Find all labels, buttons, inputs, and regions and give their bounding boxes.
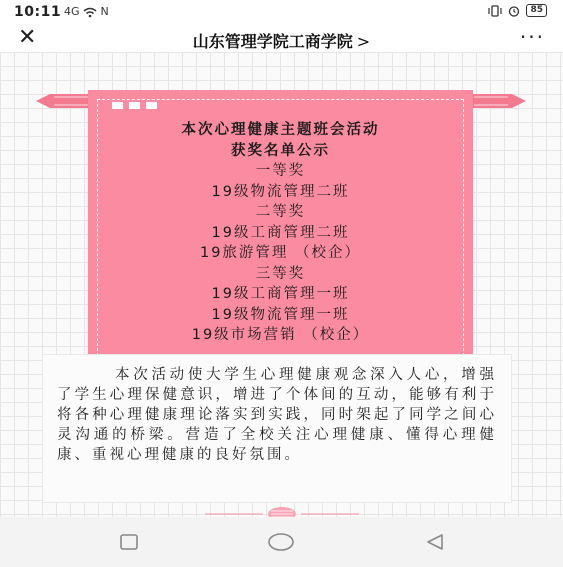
award-list [88,120,473,346]
prize-label: 二等奖 [255,204,306,220]
page-title-text: 山东管理学院工商学院 [192,32,353,51]
summary-paragraph: 本次活动使大学生心理健康观念深入人心，增强了学生心理保健意识，增进了个体间的互动，能够有利于将各种心理健康理论落实到实践，同时架起了同学之间心灵沟通的桥梁。营造了全校关注心理健康、懂得心理健康、重视心理健康的良好氛围。 [57,367,497,463]
system-nav-bar [0,517,563,567]
square-icon[interactable] [118,531,140,553]
signal-icon [64,5,109,18]
close-icon[interactable]: ✕ [18,25,37,50]
chevron-right-icon: > [356,32,371,51]
winner-item: 19级物流管理二班 [211,183,350,200]
status-time: 10:11 [14,4,62,20]
circle-icon[interactable] [266,531,296,553]
article-content [0,52,563,517]
card-subheading: 获奖名单公示 [231,142,330,159]
title-bar [0,26,563,52]
more-icon[interactable]: ··· [519,25,545,49]
prize-label: 一等奖 [255,163,306,179]
award-card [88,90,473,370]
page-title[interactable] [0,29,563,52]
wifi-icon [83,7,97,18]
paragraph-box [42,354,512,503]
triangle-back-icon[interactable] [424,531,446,553]
winner-item: 19级工商管理二班 [211,224,350,241]
prize-label: 三等奖 [255,265,306,282]
vibrate-icon [488,5,502,17]
winner-item: 19级物流管理一班 [211,306,350,323]
card-squares-decoration [112,102,157,109]
battery-icon: 85 [526,4,547,17]
status-bar [0,0,563,26]
alarm-icon [508,5,520,17]
winner-item: 19级市场营销 （校企） [191,327,370,343]
winner-item: 19旅游管理 （校企） [199,245,362,261]
nfc-icon: N [100,5,109,18]
signal-text: 4G [64,5,80,18]
card-heading: 本次心理健康主题班会活动 [181,122,380,138]
winner-item: 19级工商管理一班 [211,286,350,302]
status-right [488,4,547,17]
